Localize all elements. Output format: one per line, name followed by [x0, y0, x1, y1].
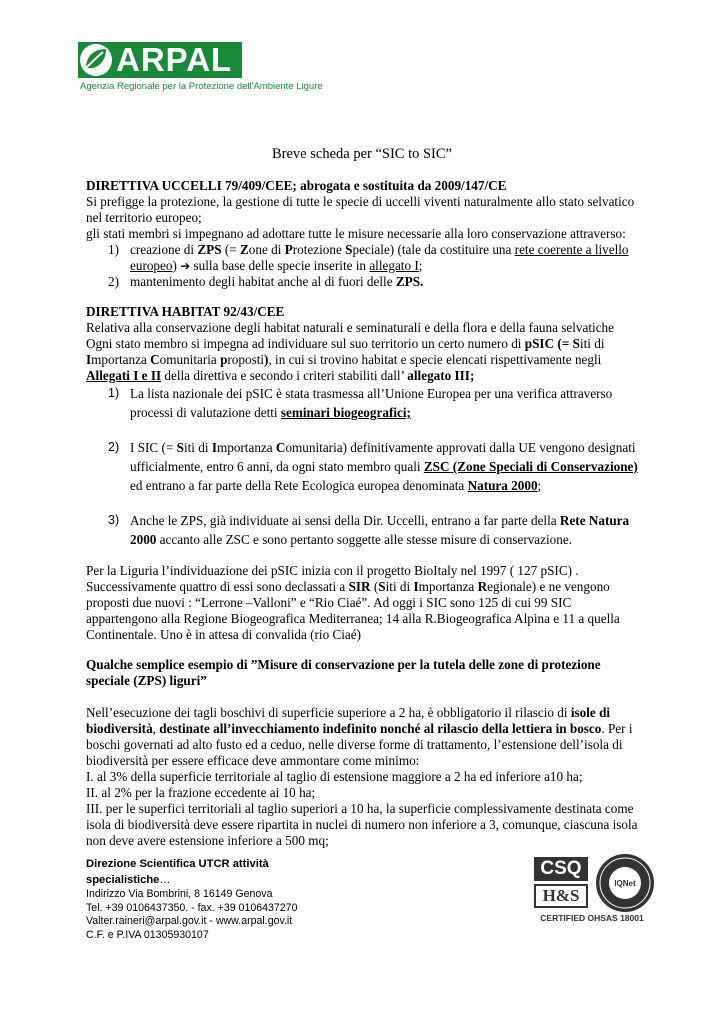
hs-logo: H&S — [534, 884, 588, 908]
arpal-logo — [78, 41, 323, 98]
footer-department: Direzione Scientifica UTCR attività specialistiche… — [86, 858, 269, 886]
arrow-right-icon: ➔ — [180, 259, 191, 273]
page-title: Breve scheda per “SIC to SIC” — [272, 146, 452, 162]
habitat-line1: Relativa alla conservazione degli habitat naturali e seminaturali e della flora e della fauna selvatiche — [86, 320, 614, 335]
esempio-heading: Qualche semplice esempio di ”Misure di conservazione per la tutela delle zone di protezione speciale (ZPS) liguri” — [86, 657, 601, 688]
esempio-item-ii: II. al 2% per la frazione eccedente ai 10 ha; — [86, 785, 316, 800]
esempio-paragraph: Nell’esecuzione dei tagli boschivi di superficie superiore a 2 ha, è obbligatorio il rilascio di isole di biodiversità, destinate all’invecchiamento indefinito nonché al rilascio della lettiera in bosco. Per i boschi governati ad alto fusto ed a ceduo, nelle diverse forme di trattamento, l’estensione dell’isola di biodiversità per essere efficace deve ammontare come minimo: — [86, 705, 633, 768]
uccelli-list — [86, 242, 646, 290]
footer-contact — [86, 856, 346, 942]
csq-logo: CSQ — [534, 857, 588, 881]
logo-box — [78, 42, 242, 78]
leaf-emblem-icon — [80, 44, 112, 76]
list-item: 2) I SIC (= Siti di Importanza Comunitaria) definitivamente approvati dalla UE vengono designati ufficialmente, entro 6 anni, da ogni stato membro quali ZSC (Zone Speciali di Conservazione) ed entrano a far parte della Rete Ecologica europea denominata Natura 2000; — [108, 440, 638, 493]
footer-vat: C.F. e P.IVA 01305930107 — [86, 928, 209, 941]
footer-email: Valter.raineri@arpal.gov.it - www.arpal.gov.it — [86, 915, 293, 927]
logo-text: ARPAL — [116, 41, 233, 78]
certification-logos — [530, 854, 660, 934]
list-item: 2) mantenimento degli habitat anche al di fuori delle ZPS. — [108, 274, 424, 289]
document-body — [86, 178, 646, 849]
esempio-item-iii: III. per le superfici territoriali al taglio superiori a 10 ha, la superficie complessivamente destinata come isola di biodiversità deve essere ripartita in nuclei di numero non inferiore a 3, comunque, ciascuna isola non deve avere estensione inferiore a 500 mq; — [86, 801, 638, 848]
uccelli-line2: gli stati membri si impegnano ad adottare tutte le misure necessarie alla loro conservazione attraverso: — [86, 226, 626, 241]
rete-coerente-link: rete coerente a livello europeo — [130, 242, 629, 273]
uccelli-heading: DIRETTIVA UCCELLI 79/409/CEE; abrogata e sostituita da 2009/147/CE — [86, 178, 507, 193]
esempio-item-i: I. al 3% della superficie territoriale al taglio di estensione maggiore a 2 ha ed inferiore a10 ha; — [86, 769, 583, 784]
habitat-heading: DIRETTIVA HABITAT 92/43/CEE — [86, 304, 285, 319]
logo-subtitle: Agenzia Regionale per la Protezione dell'Ambiente Ligure — [80, 81, 323, 92]
habitat-line2: Ogni stato membro si impegna ad individuare sul suo territorio un certo numero di pSIC (= Siti di Importanza Comunitaria proposti), in cui si trovino habitat e specie elencati rispettivamente negli Allegati I e II della direttiva e secondo i criteri stabiliti dall’ allegato III; — [86, 336, 605, 383]
uccelli-line1: Si prefigge la protezione, la gestione di tutte le specie di uccelli viventi naturalmente allo stato selvatico nel territorio europeo; — [86, 194, 635, 225]
liguria-paragraph: Per la Liguria l’individuazione dei pSIC inizia con il progetto BioItaly nel 1997 ( 127 pSIC) . Successivamente quattro di essi sono declassati a SIR (Siti di Importanza Regionale) e ne vengono proposti due nuovi : “Lerrone –Valloni” e “Rio Ciaé”. Ad oggi i SIC sono 125 di cui 99 SIC appartengono alla Regione Biogeografica Mediterranea; 14 alla R.Biogeografica Alpina e 11 a quella Continentale. Uno è in attesa di convalida (rio Ciaé) — [86, 563, 620, 642]
footer-address: Indirizzo Via Bombrini, 8 16149 Genova — [86, 888, 273, 900]
iqnet-seal-icon — [596, 854, 654, 912]
footer-phone: Tel. +39 0106437350. - fax. +39 0106437270 — [86, 901, 298, 914]
list-item: 1) creazione di ZPS (= Zone di Protezione Speciale) (tale da costituire una rete coerente a livello europeo) ➔ sulla base delle specie inserite in allegato I; — [108, 242, 629, 273]
ohsas-label: CERTIFIED OHSAS 18001 — [540, 913, 644, 923]
list-item: 3) Anche le ZPS, già individuate ai sensi della Dir. Uccelli, entrano a far parte della Rete Natura 2000 accanto alle ZSC e sono pertanto soggette alle stesse misure di conservazione. — [108, 513, 630, 547]
svg-text:IQNet: IQNet — [614, 879, 636, 888]
habitat-list — [86, 384, 646, 549]
list-item: 1) La lista nazionale dei pSIC è stata trasmessa all’Unione Europea per una verifica attraverso processi di valutazione detti seminari biogeografici; — [108, 386, 613, 420]
